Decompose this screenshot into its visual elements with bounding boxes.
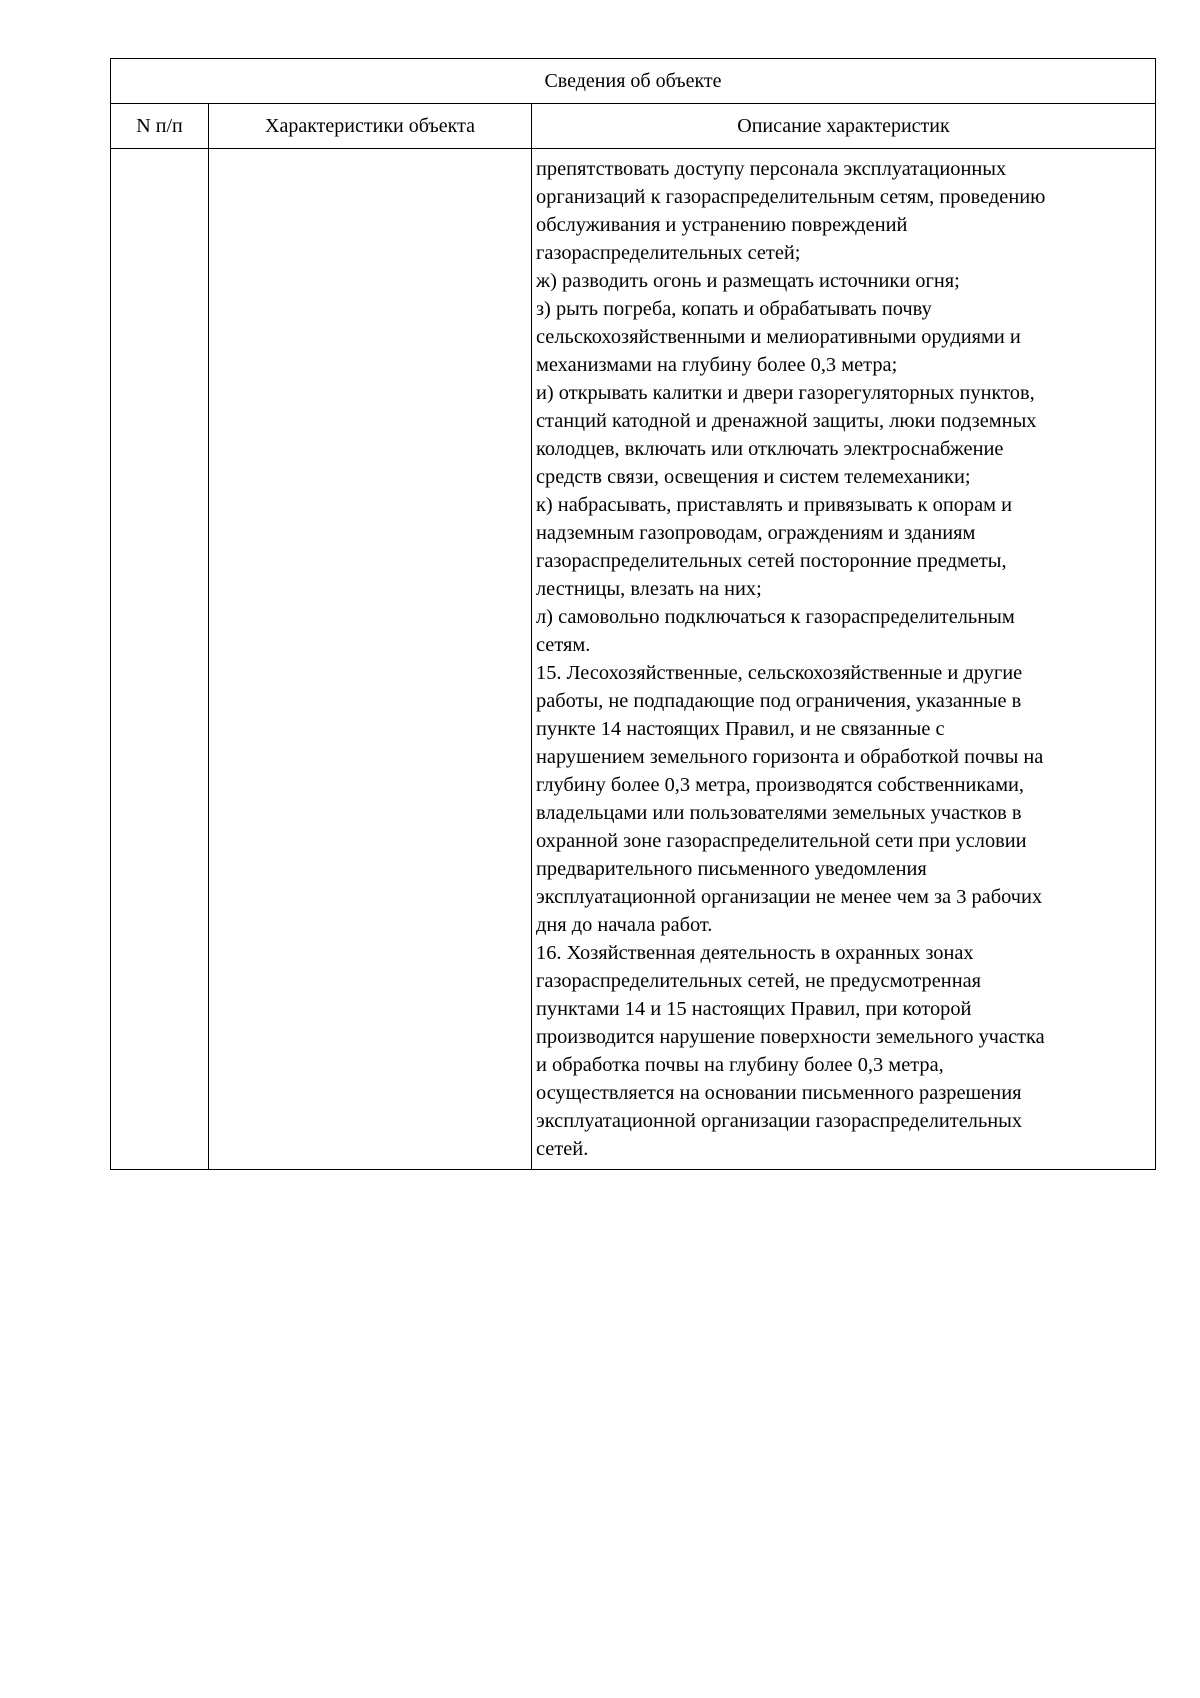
description-line: ж) разводить огонь и размещать источники огня; [536, 270, 960, 292]
description-line: препятствовать доступу персонала эксплуатационных [536, 158, 1007, 180]
description-line: к) набрасывать, приставлять и привязывать к опорам и [536, 494, 1013, 516]
description-line: эксплуатационной организации не менее чем за 3 рабочих [536, 886, 1043, 908]
description-line: сельскохозяйственными и мелиоративными орудиями и [536, 326, 1021, 348]
description-line: глубину более 0,3 метра, производятся собственниками, [536, 774, 1024, 796]
description-line: 16. Хозяйственная деятельность в охранных зонах [536, 942, 974, 964]
description-line: станций катодной и дренажной защиты, люки подземных [536, 410, 1037, 432]
description-line: производится нарушение поверхности земельного участка [536, 1026, 1045, 1048]
description-line: предварительного письменного уведомления [536, 858, 927, 880]
description-line: и) открывать калитки и двери газорегуляторных пунктов, [536, 382, 1035, 404]
cell-number [111, 149, 209, 1170]
description-line: сетям. [536, 634, 591, 656]
description-line: лестницы, влезать на них; [536, 578, 762, 600]
description-line: эксплуатационной организации газораспределительных [536, 1110, 1023, 1132]
description-line: колодцев, включать или отключать электроснабжение [536, 438, 1004, 460]
description-line: обслуживания и устранению повреждений [536, 214, 908, 236]
description-line: надземным газопроводам, ограждениям и зданиям [536, 522, 976, 544]
description-line: з) рыть погреба, копать и обрабатывать почву [536, 298, 932, 320]
table-row [111, 149, 1156, 1170]
table-title: Сведения об объекте [111, 59, 1156, 104]
description-line: организаций к газораспределительным сетям, проведению [536, 186, 1046, 208]
header-characteristics: Характеристики объекта [209, 104, 532, 149]
description-line: газораспределительных сетей посторонние предметы, [536, 550, 1007, 572]
description-line: газораспределительных сетей; [536, 242, 801, 264]
description-line: владельцами или пользователями земельных участков в [536, 802, 1022, 824]
description-line: л) самовольно подключаться к газораспределительным [536, 606, 1015, 628]
header-number: N п/п [111, 104, 209, 149]
cell-characteristics [209, 149, 532, 1170]
description-line: газораспределительных сетей, не предусмотренная [536, 970, 982, 992]
table-header-row [111, 104, 1156, 149]
description-line: работы, не подпадающие под ограничения, указанные в [536, 690, 1022, 712]
description-line: пунктами 14 и 15 настоящих Правил, при которой [536, 998, 972, 1020]
description-line: пункте 14 настоящих Правил, и не связанные с [536, 718, 945, 740]
table-title-row [111, 59, 1156, 104]
description-line: дня до начала работ. [536, 914, 713, 936]
description-line: осуществляется на основании письменного разрешения [536, 1082, 1022, 1104]
header-description: Описание характеристик [532, 104, 1156, 149]
description-line: сетей. [536, 1138, 589, 1160]
description-line: 15. Лесохозяйственные, сельскохозяйственные и другие [536, 662, 1023, 684]
description-line: нарушением земельного горизонта и обработкой почвы на [536, 746, 1044, 768]
description-line: охранной зоне газораспределительной сети при условии [536, 830, 1027, 852]
description-line: и обработка почвы на глубину более 0,3 метра, [536, 1054, 944, 1076]
cell-description [532, 149, 1156, 1170]
object-info-table [110, 58, 1156, 1170]
description-line: механизмами на глубину более 0,3 метра; [536, 354, 898, 376]
description-line: средств связи, освещения и систем телемеханики; [536, 466, 971, 488]
